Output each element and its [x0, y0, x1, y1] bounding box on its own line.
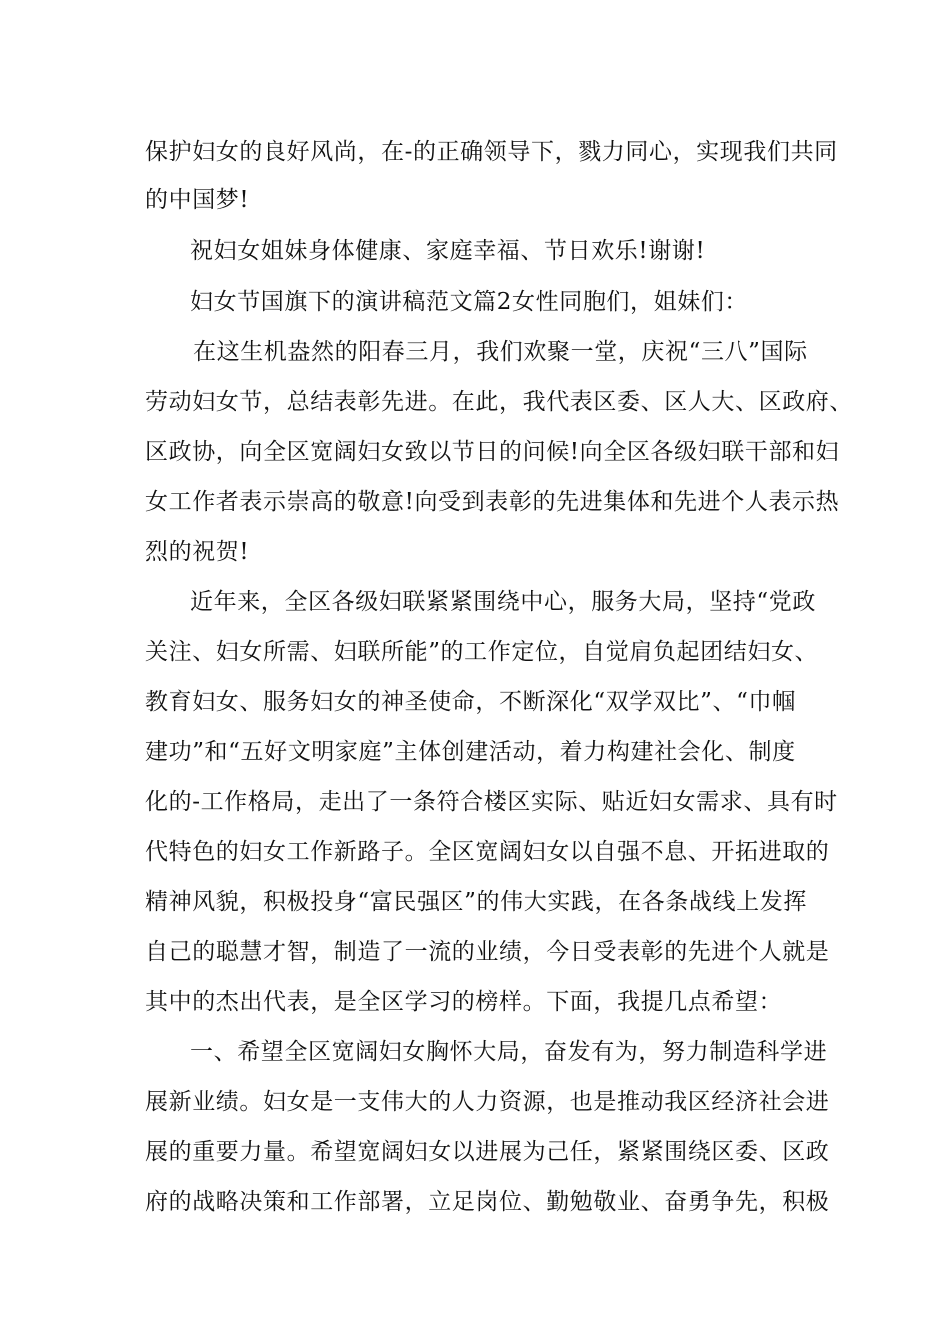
text-line: 女工作者表示崇高的敬意!向受到表彰的先进集体和先进个人表示热: [145, 489, 840, 515]
text-line: 区政协，向全区宽阔妇女致以节日的问候!向全区各级妇联干部和妇: [145, 439, 840, 465]
text-line: 化的-工作格局，走出了一条符合楼区实际、贴近妇女需求、具有时: [145, 789, 838, 815]
text-line: 展的重要力量。希望宽阔妇女以进展为己任，紧紧围绕区委、区政: [145, 1139, 830, 1165]
text-line: 妇女节国旗下的演讲稿范文篇2女性同胞们，姐妹们：: [190, 289, 749, 315]
text-line: 劳动妇女节，总结表彰先进。在此，我代表区委、区人大、区政府、: [145, 389, 853, 415]
text-line: 保护妇女的良好风尚，在-的正确领导下，戮力同心，实现我们共同: [145, 139, 838, 165]
text-line: 在这生机盎然的阳春三月，我们欢聚一堂，庆祝“三八”国际: [193, 339, 808, 365]
text-line: 关注、妇女所需、妇联所能”的工作定位，自觉肩负起团结妇女、: [145, 639, 819, 665]
text-line: 近年来，全区各级妇联紧紧围绕中心，服务大局，坚持“党政: [190, 589, 816, 615]
text-line: 展新业绩。妇女是一支伟大的人力资源，也是推动我区经济社会进: [145, 1089, 830, 1115]
text-line: 教育妇女、服务妇女的神圣使命，不断深化“双学双比”、“巾帼: [145, 689, 796, 715]
text-line: 府的战略决策和工作部署，立足岗位、勤勉敬业、奋勇争先，积极: [145, 1189, 830, 1215]
text-line: 精神风貌，积极投身“富民强区”的伟大实践，在各条战线上发挥: [145, 889, 807, 915]
text-line: 烈的祝贺!: [145, 539, 250, 565]
text-line: 的中国梦!: [145, 187, 250, 213]
text-line: 自己的聪慧才智，制造了一流的业绩，今日受表彰的先进个人就是: [145, 939, 830, 965]
text-line: 代特色的妇女工作新路子。全区宽阔妇女以自强不息、开拓进取的: [145, 839, 830, 865]
text-line: 建功”和“五好文明家庭”主体创建活动，着力构建社会化、制度: [145, 739, 796, 765]
text-line: 一、希望全区宽阔妇女胸怀大局，奋发有为，努力制造科学进: [190, 1039, 828, 1065]
text-line: 祝妇女姐妹身体健康、家庭幸福、节日欢乐!谢谢!: [190, 238, 706, 264]
text-line: 其中的杰出代表，是全区学习的榜样。下面，我提几点希望：: [145, 989, 783, 1015]
